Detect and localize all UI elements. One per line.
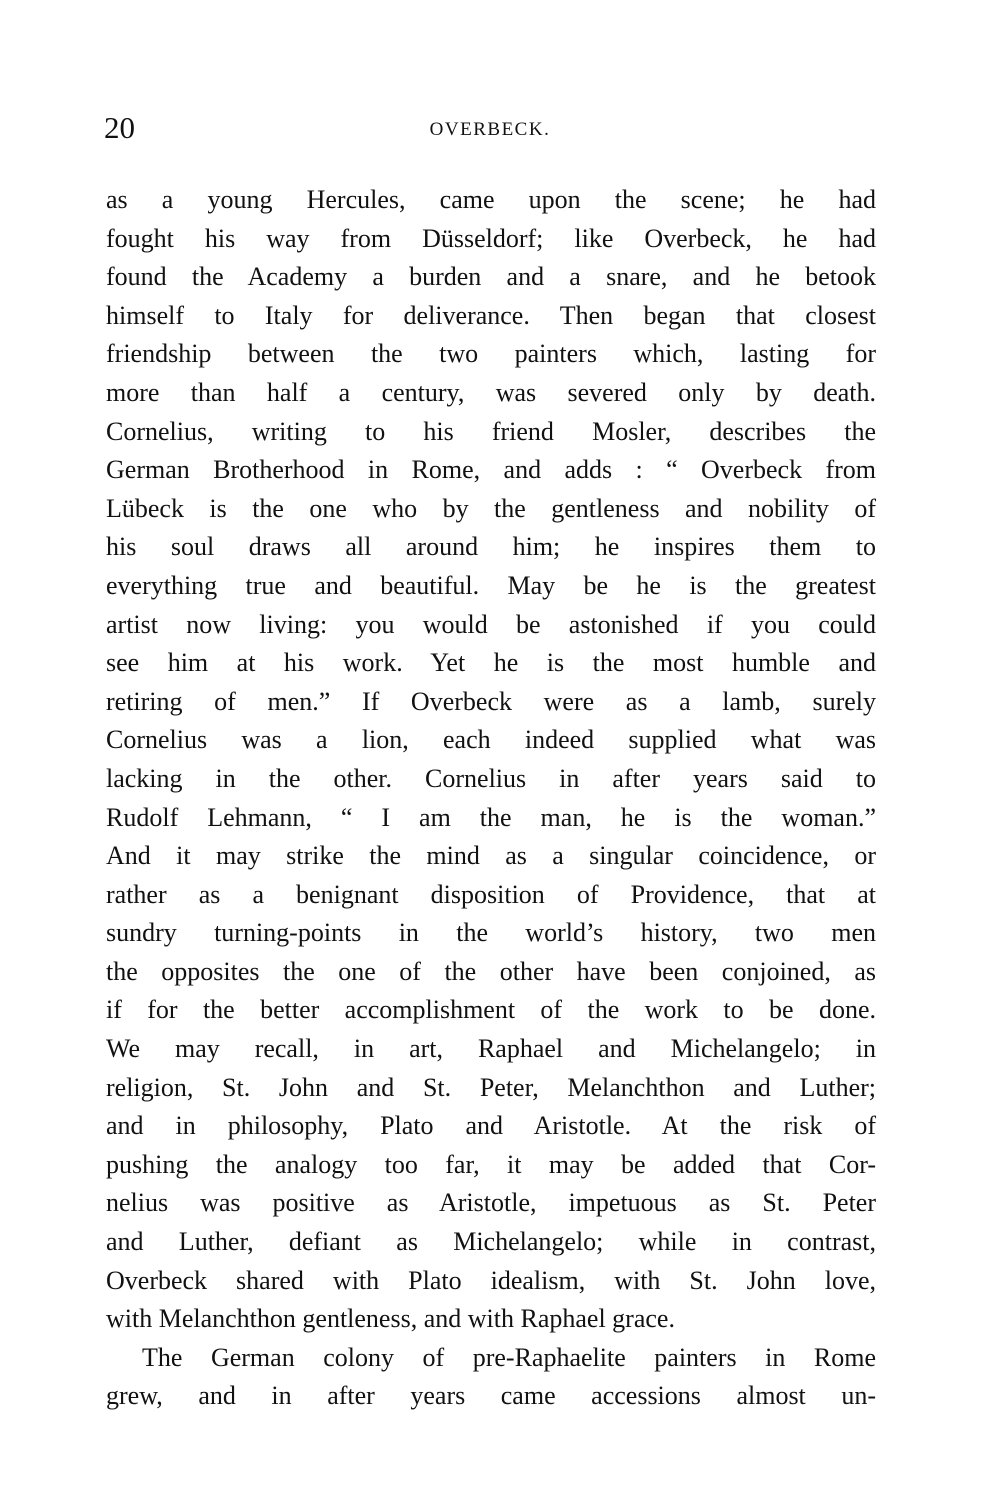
body-text	[106, 181, 876, 1416]
text-line: and in philosophy, Plato and Aristotle. At the risk of	[106, 1111, 876, 1141]
text-line: as a young Hercules, came upon the scene; he had	[106, 185, 876, 214]
text-line: And it may strike the mind as a singular coincidence, or	[106, 841, 876, 871]
text-line: if for the better accomplishment of the work to be done.	[106, 995, 876, 1025]
text-line: sundry turning-points in the world’s history, two men	[106, 918, 876, 948]
text-line: pushing the analogy too far, it may be added that Cor-	[106, 1149, 876, 1179]
text-line: everything true and beautiful. May be he is the greatest	[106, 570, 876, 600]
text-line: German Brotherhood in Rome, and adds : “ Overbeck from	[106, 455, 876, 485]
text-line: rather as a benignant disposition of Providence, that at	[106, 879, 876, 909]
running-title: OVERBECK.	[429, 119, 551, 140]
text-line: himself to Italy for deliverance. Then began that closest	[106, 300, 876, 330]
text-line-paragraph-start: The German colony of pre-Raphaelite painters in Rome	[142, 1342, 876, 1372]
page-header	[104, 108, 876, 148]
text-line: Rudolf Lehmann, “ I am the man, he is the woman.”	[106, 802, 876, 832]
text-line: his soul draws all around him; he inspires them to	[106, 532, 876, 562]
text-line: grew, and in after years came accessions almost un-	[106, 1381, 876, 1411]
text-line: artist now living: you would be astonished if you could	[106, 609, 876, 639]
text-line: nelius was positive as Aristotle, impetuous as St. Peter	[106, 1188, 876, 1218]
text-line: found the Academy a burden and a snare, and he betook	[106, 262, 876, 292]
text-line: see him at his work. Yet he is the most humble and	[106, 648, 876, 678]
text-line: Cornelius, writing to his friend Mosler, describes the	[106, 416, 876, 446]
text-line: retiring of men.” If Overbeck were as a lamb, surely	[106, 686, 876, 716]
page-number: 20	[104, 110, 135, 145]
text-line: the opposites the one of the other have been conjoined, as	[106, 956, 876, 986]
text-line: lacking in the other. Cornelius in after years said to	[106, 763, 876, 793]
text-line: more than half a century, was severed only by death.	[106, 377, 876, 407]
text-line: Overbeck shared with Plato idealism, with St. John love,	[106, 1265, 876, 1295]
text-line: We may recall, in art, Raphael and Michelangelo; in	[106, 1034, 876, 1064]
text-line: Lübeck is the one who by the gentleness and nobility of	[106, 493, 876, 523]
text-line-paragraph-end: with Melanchthon gentleness, and with Raphael grace.	[106, 1304, 675, 1334]
text-line: friendship between the two painters which, lasting for	[106, 339, 876, 369]
text-line: Cornelius was a lion, each indeed supplied what was	[106, 725, 876, 755]
text-line: religion, St. John and St. Peter, Melanchthon and Luther;	[106, 1072, 876, 1102]
text-line: and Luther, defiant as Michelangelo; while in contrast,	[106, 1227, 876, 1257]
text-line: fought his way from Düsseldorf; like Overbeck, he had	[106, 223, 876, 253]
